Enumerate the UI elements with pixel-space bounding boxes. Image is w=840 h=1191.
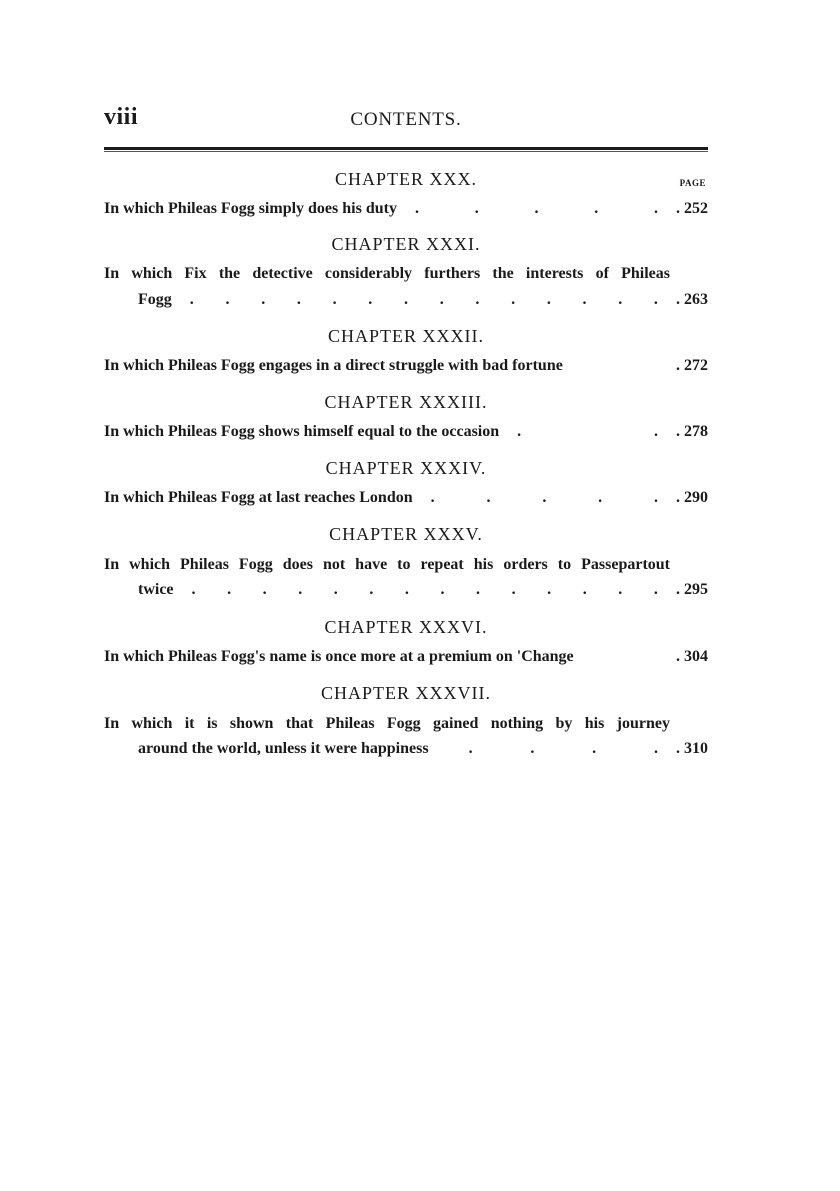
chapter-title: In which Phileas Fogg simply does his duty [104, 200, 397, 217]
chapter-heading: CHAPTER XXXIII. [324, 392, 488, 412]
chapter-page: . 304 [676, 648, 708, 665]
dot-leader: . . . . . . . . . . . . . . [191, 581, 658, 598]
chapter-heading: CHAPTER XXXII. [328, 326, 484, 346]
chapter-title-continued: twice [138, 581, 174, 598]
dot-leader: . . . . . [430, 489, 658, 506]
chapter-entry[interactable] [138, 581, 708, 599]
chapter-page: . 252 [676, 200, 708, 217]
chapter-heading: CHAPTER XXXVI. [324, 617, 488, 637]
chapter-heading: CHAPTER XXX. [334, 169, 477, 189]
dot-leader: . . . . . [414, 200, 658, 217]
page-column-label: PAGE [679, 178, 706, 188]
chapter-page: . 290 [676, 489, 708, 506]
chapter-page: . 310 [676, 740, 708, 757]
chapter-entry[interactable] [104, 357, 708, 375]
dot-leader: . . . . . . . . . . . . . . [189, 291, 658, 308]
chapter-title: In which Phileas Fogg engages in a direct struggle with bad fortune [104, 357, 563, 374]
chapter-title: In which Phileas Fogg at last reaches London [104, 489, 413, 506]
chapter-entry[interactable] [104, 200, 708, 218]
chapter-title[interactable]: In which Fix the detective considerably furthers the interests of Phileas [104, 265, 670, 282]
header-rule [104, 147, 708, 150]
chapter-entry[interactable] [138, 740, 708, 758]
chapter-title: In which Phileas Fogg shows himself equal to the occasion [104, 423, 500, 440]
chapter-title[interactable]: In which it is shown that Phileas Fogg gained nothing by his journey [104, 715, 670, 732]
chapter-entry[interactable] [104, 423, 708, 441]
header-rule-thin [104, 151, 708, 152]
chapter-title-continued: around the world, unless it were happiness [138, 740, 429, 757]
page-number: viii [104, 104, 139, 130]
chapter-heading: CHAPTER XXXIV. [325, 458, 487, 478]
chapter-page: . 263 [676, 291, 708, 308]
chapter-entry[interactable] [104, 489, 708, 507]
chapter-entry[interactable] [138, 291, 708, 309]
chapter-title: In which Phileas Fogg's name is once more at a premium on 'Change [104, 648, 574, 665]
chapter-heading: CHAPTER XXXVII. [321, 683, 491, 703]
dot-leader: . . . . [468, 740, 658, 757]
chapter-heading: CHAPTER XXXV. [329, 524, 483, 544]
dot-leader: . . [517, 423, 658, 440]
chapter-title[interactable]: In which Phileas Fogg does not have to repeat his orders to Passepartout [104, 556, 670, 573]
running-title: CONTENTS. [350, 109, 462, 130]
chapter-page: . 278 [676, 423, 708, 440]
chapter-page: . 272 [676, 357, 708, 374]
chapter-heading: CHAPTER XXXI. [331, 234, 481, 254]
chapter-title-continued: Fogg [138, 291, 172, 308]
chapter-page: . 295 [676, 581, 708, 598]
chapter-entry[interactable] [104, 648, 708, 666]
